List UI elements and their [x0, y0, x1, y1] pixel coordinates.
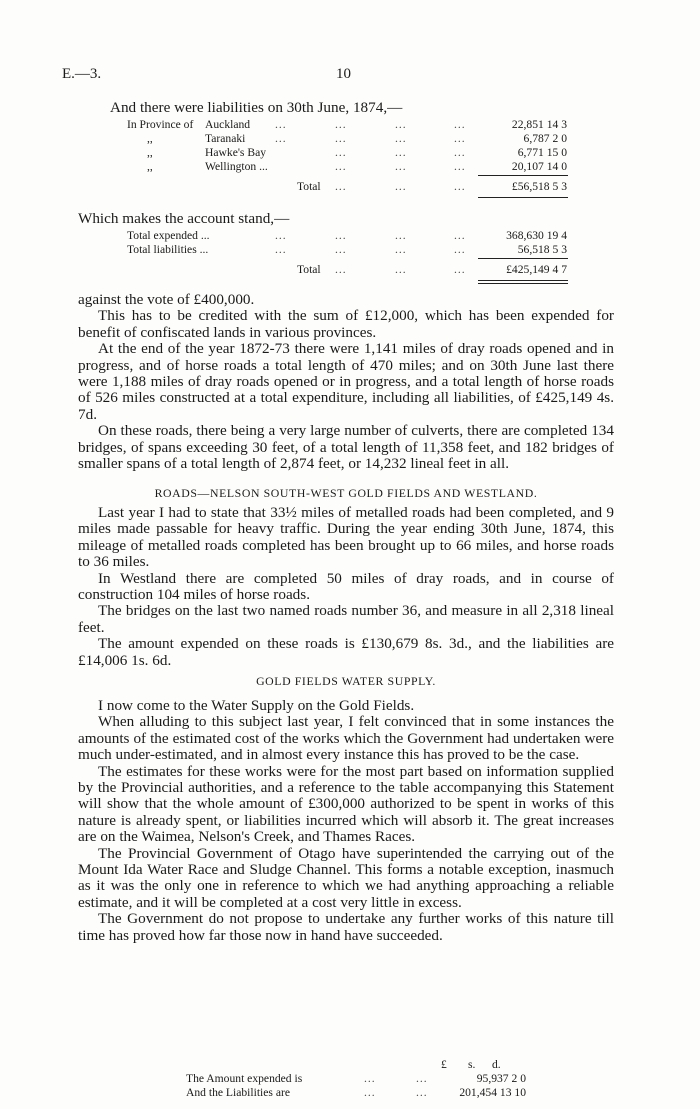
body-section-3 — [78, 698, 614, 944]
body-section-2 — [78, 505, 614, 669]
table-row: ,, Hawke's Bay ... ... ... 6,771 15 0 — [147, 146, 567, 159]
sum-rule — [478, 175, 568, 176]
col-head-pounds: £ — [441, 1058, 447, 1071]
col-head-pence: d. — [492, 1058, 501, 1071]
paragraph: In Westland there are completed 50 miles of dray roads, and in course of construction 104 miles of horse roads. — [78, 569, 614, 604]
province-name: Auckland — [205, 118, 251, 131]
paragraph: The estimates for these works were for the most part based on information supplied by the Provincial authorities, and a reference to the table accompanying this Statement will show that the whole amount of £300,000 authorized to be spent in works of this nature is already spent, or liabilities incurred which will absorb it. The great increases are on the Waimea, Nelson's Creek, and Thames Races. — [78, 762, 614, 846]
sum-rule — [478, 258, 568, 259]
province-prefix: ,, — [147, 132, 153, 145]
table-row: ,, Wellington ... ... ... ... 20,107 14 0 — [147, 160, 567, 173]
table-row: Total liabilities ... ... ... ... ... 56,518 5 3 — [127, 243, 567, 256]
total-label: Total — [297, 180, 321, 193]
section-heading: ROADS—NELSON SOUTH-WEST GOLD FIELDS AND WESTLAND. — [154, 486, 538, 500]
row-label: And the Liabilities are — [186, 1086, 290, 1099]
row-amount: 201,454 13 10 — [459, 1086, 526, 1099]
account-label: Total expended ... — [127, 229, 210, 242]
paragraph: against the vote of £400,000. — [78, 291, 255, 308]
body-section-1 — [78, 292, 614, 472]
account-amount: 56,518 5 3 — [517, 243, 567, 256]
paragraph: Last year I had to state that 33½ miles of metalled roads had been completed, and 9 miles made passable for heavy traffic. During the year ending 30th June, 1874, this mileage of metalled roads completed has been brought up to 66 miles, and horse roads to 36 miles. — [78, 504, 614, 571]
province-prefix: In Province of — [127, 118, 194, 131]
paragraph: At the end of the year 1872-73 there were 1,141 miles of dray roads opened and in progress, and of horse roads a total length of 470 miles; and on 30th June last there were 1,188 miles of dray roads opened or in progress, and a total length of horse roads of 526 miles constructed at a total expenditure, including all liabilities, of £425,149 4s. 7d. — [78, 340, 614, 423]
province-amount: 6,787 2 0 — [523, 132, 567, 145]
col-head-shillings: s. — [468, 1058, 476, 1071]
total-amount: £56,518 5 3 — [511, 180, 567, 193]
province-amount: 6,771 15 0 — [517, 146, 567, 159]
account-amount: 368,630 19 4 — [506, 229, 567, 242]
document-code: E.—3. — [62, 66, 102, 82]
paragraph: The Government do not propose to undertake any further works of this nature till time has proved how far those now in hand have succeeded. — [78, 910, 614, 944]
paragraph: The Provincial Government of Otago have superintended the carrying out of the Mount Ida Water Race and Sludge Channel. This forms a notable exception, inasmuch as it was the only one in reference to which we had anything approaching a reliable estimate, and it will be completed at a cost very little in excess. — [78, 844, 614, 911]
paragraph: This has to be credited with the sum of £12,000, which has been expended for benefit of confiscated lands in various provinces. — [78, 307, 614, 341]
account-label: Total liabilities ... — [127, 243, 209, 256]
liabilities-intro: And there were liabilities on 30th June, 1874,— — [110, 99, 403, 116]
province-name: Wellington ... — [205, 160, 268, 173]
table-row: Total expended ... ... ... ... ... 368,630 19 4 — [127, 229, 567, 242]
section-heading: GOLD FIELDS WATER SUPPLY. — [256, 674, 436, 688]
province-amount: 20,107 14 0 — [511, 160, 567, 173]
liabilities-total-row: Total ... ... ... £56,518 5 3 — [297, 180, 567, 193]
province-name: Taranaki — [205, 132, 246, 145]
total-label: Total — [297, 263, 321, 276]
row-label: The Amount expended is — [186, 1072, 303, 1085]
total-double-underline — [478, 283, 568, 284]
paragraph: I now come to the Water Supply on the Gold Fields. — [98, 697, 415, 714]
province-prefix: ,, — [147, 160, 153, 173]
total-underline — [478, 197, 568, 198]
paragraph: When alluding to this subject last year, I felt convinced that in some instances the amounts of the estimated cost of the works which the Government had undertaken were much under-estimated, and in almost every instance this has proved to be the case. — [78, 713, 614, 764]
paragraph: The bridges on the last two named roads number 36, and measure in all 2,318 lineal feet. — [78, 602, 614, 636]
row-amount: 95,937 2 0 — [476, 1072, 526, 1085]
account-total-row: Total ... ... ... £425,149 4 7 — [297, 263, 567, 276]
province-amount: 22,851 14 3 — [511, 118, 567, 131]
paragraph: The amount expended on these roads is £130,679 8s. 3d., and the liabilities are £14,006 1s. 6d. — [78, 635, 614, 669]
table-row: ,, Taranaki ... ... ... ... 6,787 2 0 — [147, 132, 567, 145]
account-intro: Which makes the account stand,— — [78, 210, 290, 227]
table-row: And the Liabilities are ... ... 201,454 13 10 — [186, 1086, 526, 1099]
water-supply-table — [186, 1058, 526, 1106]
total-amount: £425,149 4 7 — [506, 263, 567, 276]
total-underline — [478, 280, 568, 281]
province-name: Hawke's Bay — [205, 146, 267, 159]
province-prefix: ,, — [147, 146, 153, 159]
table-row: The Amount expended is ... ... 95,937 2 0 — [186, 1072, 526, 1085]
liabilities-table — [127, 118, 567, 174]
account-table — [127, 229, 567, 257]
paragraph: On these roads, there being a very large number of culverts, there are completed 134 bridges, of spans exceeding 30 feet, of a total length of 11,358 feet, and 182 bridges of smaller spans of a total length of 2,874 feet, or 14,232 lineal feet in all. — [78, 422, 614, 473]
table-row: In Province of Auckland ... ... ... ... 22,851 14 3 — [127, 118, 567, 131]
page-number: 10 — [336, 66, 351, 82]
